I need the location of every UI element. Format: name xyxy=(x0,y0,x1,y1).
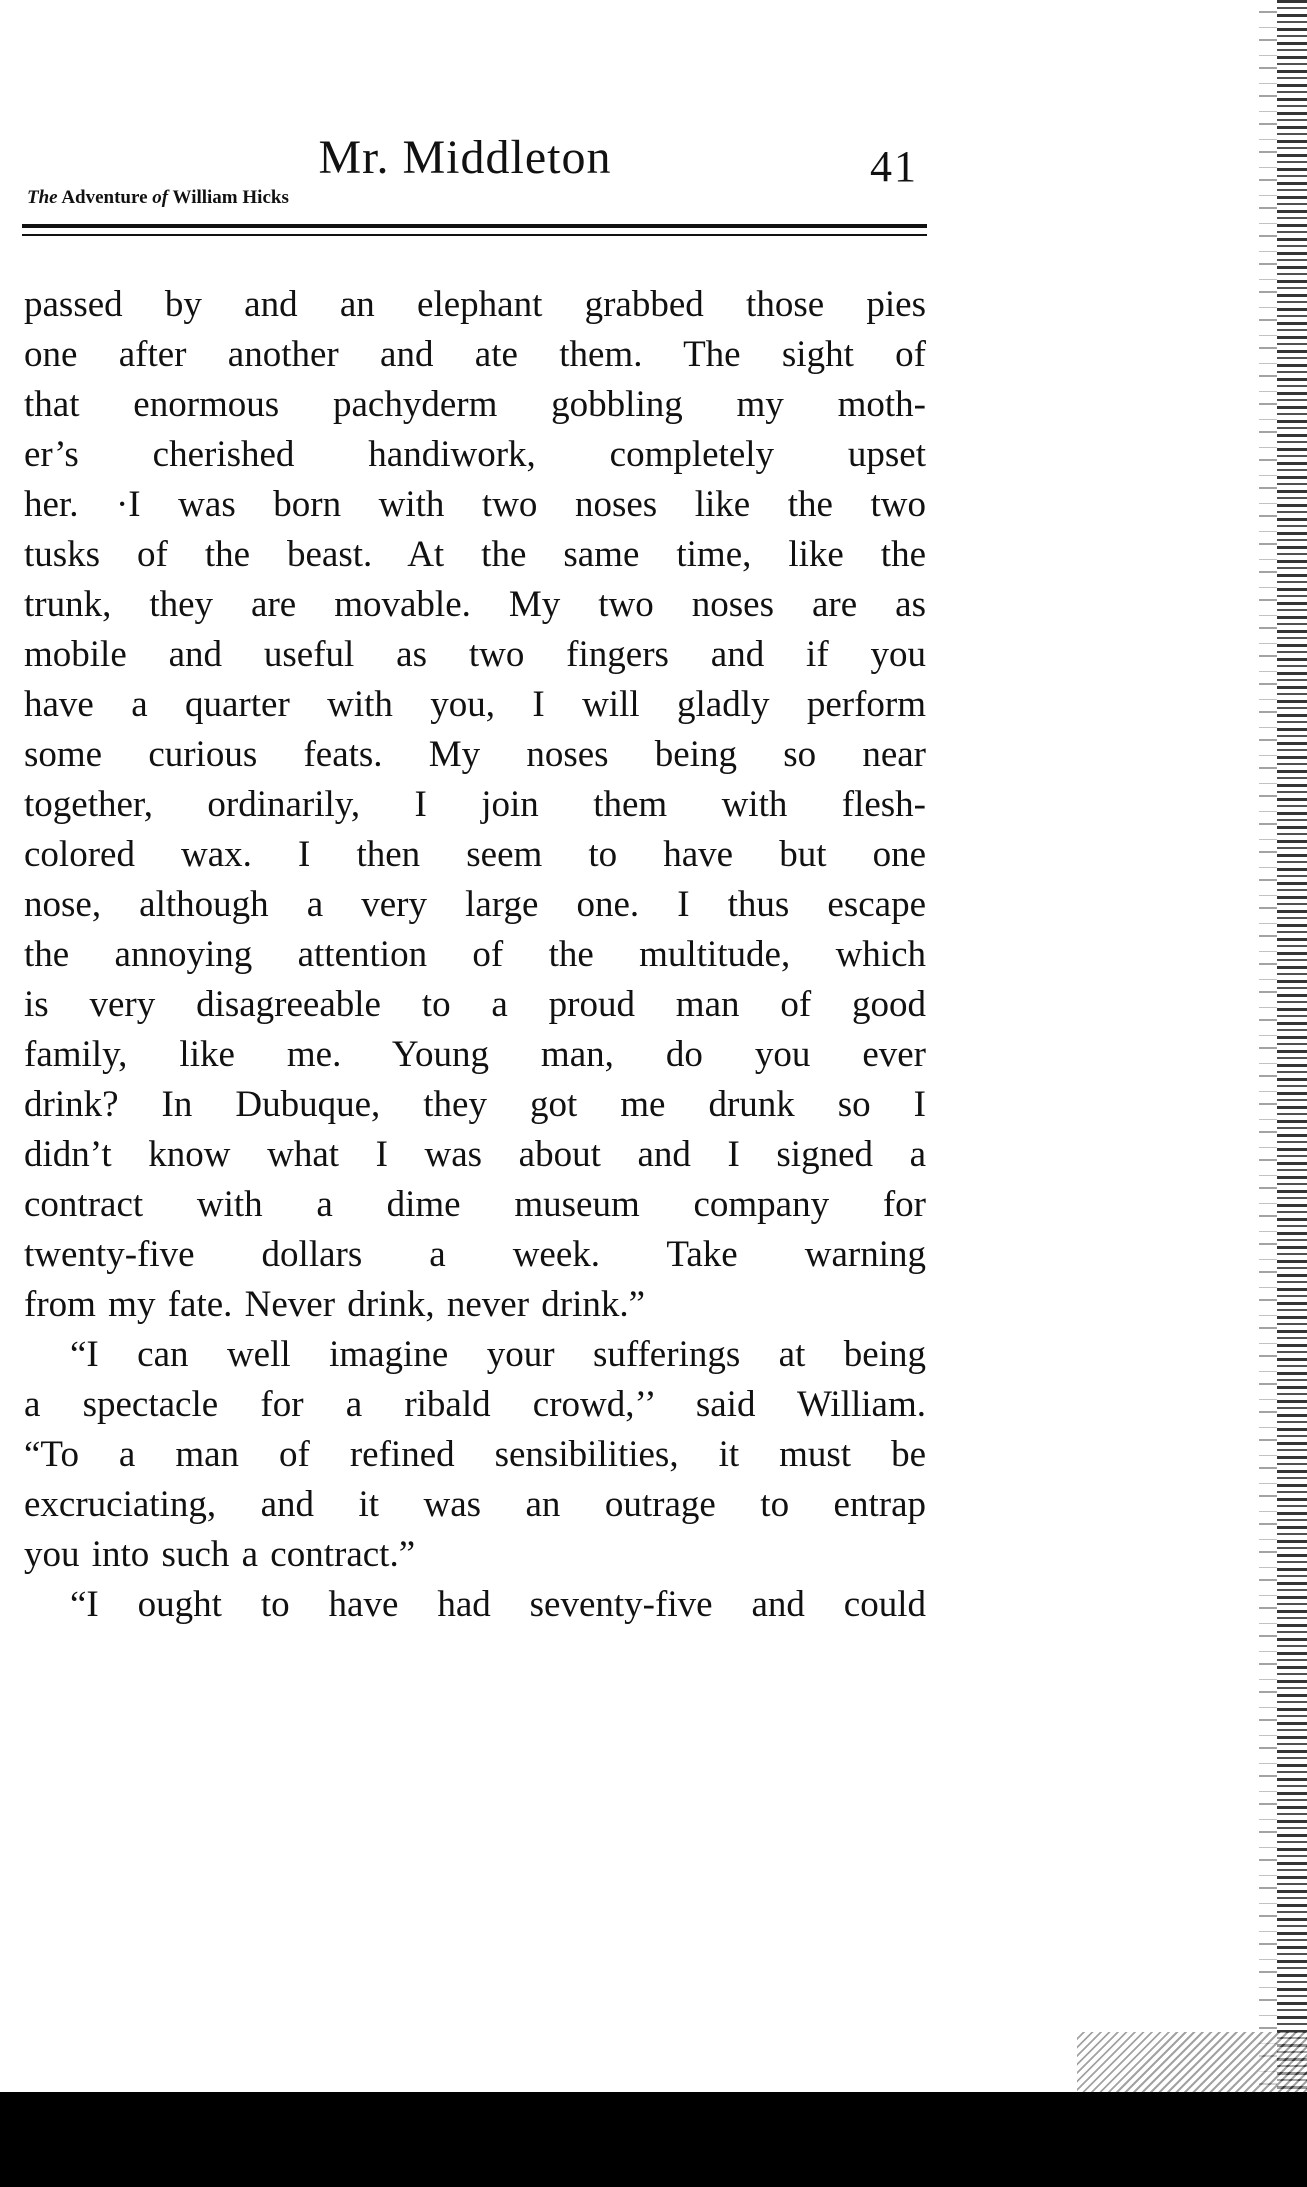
text-line: together, ordinarily, I join them with flesh- xyxy=(24,784,926,825)
text-line: tusks of the beast. At the same time, like the xyxy=(24,534,926,575)
text-line: from my fate. Never drink, never drink.” xyxy=(24,1284,646,1325)
running-head-name: William Hicks xyxy=(172,187,289,208)
text-line: contract with a dime museum company for xyxy=(24,1184,926,1225)
text-line: didn’t know what I was about and I signed a xyxy=(24,1134,926,1175)
text-line: her. ·I was born with two noses like the two xyxy=(24,484,926,525)
running-head-adventure: Adventure xyxy=(61,187,148,208)
text-line: a spectacle for a ribald crowd,’’ said William. xyxy=(24,1384,926,1425)
text-line: trunk, they are movable. My two noses are as xyxy=(24,584,926,625)
scan-edge-shadow xyxy=(1259,0,1277,2187)
text-line: the annoying attention of the multitude, which xyxy=(24,934,926,975)
running-head-the: The xyxy=(27,187,58,208)
scan-edge xyxy=(1277,0,1307,2187)
text-line: excruciating, and it was an outrage to entrap xyxy=(24,1484,926,1525)
scan-bottom-border xyxy=(0,2092,1307,2187)
text-line: “I ought to have had seventy-five and could xyxy=(70,1584,926,1625)
text-line: twenty-five dollars a week. Take warning xyxy=(24,1234,926,1275)
chapter-title: Mr. Middleton xyxy=(318,131,612,184)
text-line: is very disagreeable to a proud man of good xyxy=(24,984,926,1025)
text-line: mobile and useful as two fingers and if you xyxy=(24,634,926,675)
text-line: “I can well imagine your sufferings at being xyxy=(70,1334,926,1375)
scan-corner-noise xyxy=(1077,2032,1307,2092)
text-line: passed by and an elephant grabbed those pies xyxy=(24,284,926,325)
running-head xyxy=(27,186,289,210)
header-rule-thick xyxy=(22,224,927,228)
header-rule-thin xyxy=(22,234,927,236)
text-line: that enormous pachyderm gobbling my moth- xyxy=(24,384,926,425)
text-line: “To a man of refined sensibilities, it must be xyxy=(24,1434,926,1475)
text-line: one after another and ate them. The sight of xyxy=(24,334,926,375)
text-line: er’s cherished handiwork, completely upset xyxy=(24,434,926,475)
text-line: have a quarter with you, I will gladly perform xyxy=(24,684,926,725)
running-head-of: of xyxy=(152,187,169,208)
body-text xyxy=(24,280,926,1630)
text-line: drink? In Dubuque, they got me drunk so I xyxy=(24,1084,926,1125)
text-line: nose, although a very large one. I thus escape xyxy=(24,884,926,925)
text-line: some curious feats. My noses being so near xyxy=(24,734,926,775)
page-number: 41 xyxy=(870,142,918,191)
text-line: colored wax. I then seem to have but one xyxy=(24,834,926,875)
text-line: you into such a contract.” xyxy=(24,1534,416,1575)
text-line: family, like me. Young man, do you ever xyxy=(24,1034,926,1075)
